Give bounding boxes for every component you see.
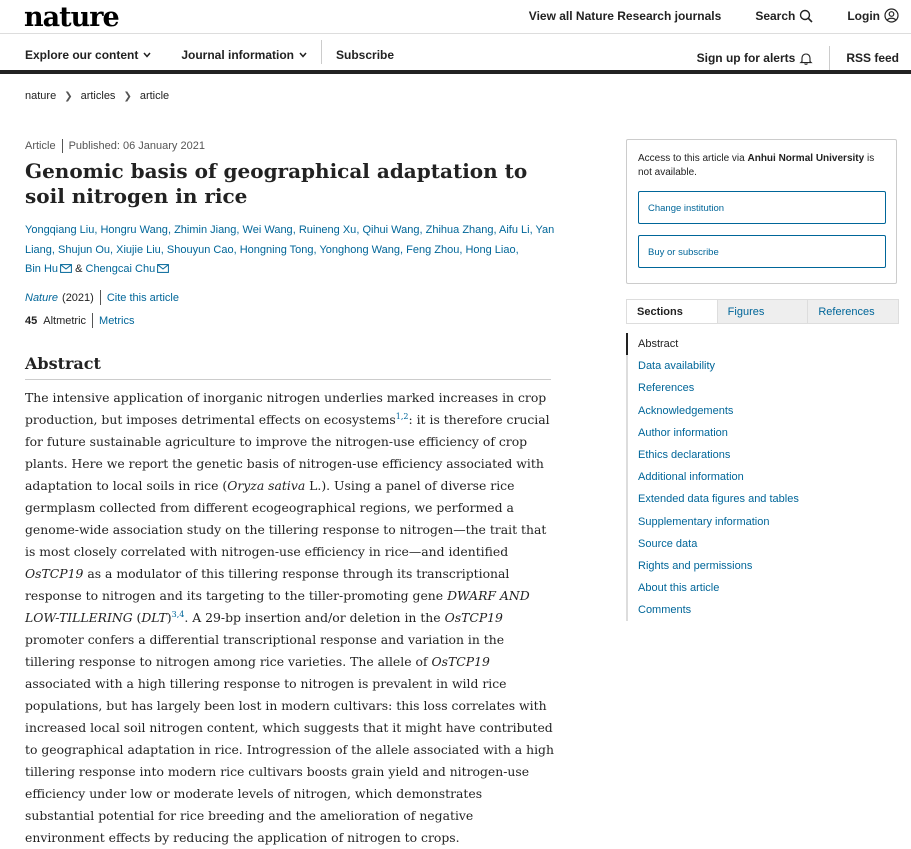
chevron-right-icon: ❯ [123, 90, 132, 102]
section-link-acknowledgements[interactable]: Acknowledgements [638, 404, 734, 417]
abstract-text-part: : it is therefore crucial for future sustainable agriculture to improve the nitrogen-use efficiency of crop plants. Here we report the genetic basis of nitrogen-use efficiency associated with adaptation to local soils in rice ( [25, 412, 550, 493]
top-bar [0, 0, 911, 34]
breadcrumb-articles[interactable]: articles [80, 90, 116, 102]
cite-article-link[interactable]: Cite this article [106, 291, 179, 304]
species-name: Oryza sativa [227, 478, 306, 493]
search-icon [799, 9, 813, 23]
alerts-link[interactable] [697, 51, 814, 65]
gene-name: DWARF AND LOW-TILLERING [25, 588, 530, 625]
section-link-author-information[interactable]: Author information [638, 426, 728, 439]
published-date: Published: 06 January 2021 [68, 140, 205, 152]
rss-feed-link[interactable]: RSS feed [846, 51, 899, 65]
user-icon [884, 8, 899, 23]
author-link[interactable]: Yonghong Wang [319, 243, 400, 256]
article-meta [25, 139, 205, 153]
chevron-right-icon: ❯ [64, 90, 73, 102]
section-link-references[interactable]: References [638, 382, 695, 395]
abstract-text-part: promoter confers a differential transcriptional response and variation in the tillering response to nitrogen among rice varieties. The allele of [25, 632, 505, 669]
section-link-rights-permissions[interactable]: Rights and permissions [638, 559, 753, 572]
abstract-text-part: . A 29-bp insertion and/or deletion in the [184, 610, 445, 625]
access-message [638, 152, 885, 180]
tab-sections[interactable]: Sections [627, 300, 717, 323]
change-institution-button[interactable]: Change institution [638, 191, 886, 224]
view-all-journals-link[interactable]: View all Nature Research journals [528, 8, 722, 23]
abstract-text [25, 387, 555, 849]
explore-content-menu[interactable] [25, 48, 151, 62]
access-text-suffix: is not available. [638, 153, 875, 178]
gene-name: OsTCP19 [431, 654, 490, 669]
chevron-down-icon [143, 52, 151, 58]
author-ampersand: & [75, 263, 83, 275]
mail-icon[interactable] [60, 264, 72, 273]
bell-icon [799, 52, 813, 65]
author-link[interactable]: Hongru Wang [100, 224, 168, 236]
gene-name: OsTCP19 [25, 566, 84, 581]
access-text-prefix: Access to this article via [638, 153, 748, 164]
nav-left [25, 46, 424, 64]
section-link-additional-information[interactable]: Additional information [638, 471, 744, 484]
article-type: Article [25, 140, 56, 152]
author-link[interactable]: Ruineng Xu [298, 224, 357, 236]
login-label: Login [847, 8, 880, 23]
explore-label: Explore our content [25, 48, 139, 62]
author-link[interactable]: Hong Liao [465, 243, 516, 256]
article-title: Genomic basis of geographical adaptation to soil nitrogen in rice [25, 159, 528, 208]
nav-divider [829, 46, 830, 70]
author-link[interactable]: Chengcai Chu [85, 263, 156, 275]
abstract-text-part: ( [132, 610, 142, 625]
section-link-comments[interactable]: Comments [638, 604, 692, 617]
author-link[interactable]: Qihui Wang [362, 224, 420, 236]
altmetric-score: 45 [25, 314, 38, 327]
abstract-text-part: L.). Using a panel of diverse rice germplasm collected from different ecogeographical regions, we performed a genome-wide association study on the tillering response to nitrogen—the trait that is most closely correlated with nitrogen-use efficiency in rice—and identified [25, 478, 547, 559]
author-link[interactable]: Feng Zhou [406, 243, 460, 256]
author-link[interactable]: Wei Wang [242, 224, 293, 236]
journal-info-menu[interactable] [181, 48, 307, 62]
author-list: Yongqiang Liu, Hongru Wang, Zhimin Jiang, Wei Wang, Ruineng Xu, Qihui Wang, Zhihua Zhang, Aifu Li, Yan Liang, Shujun Ou, Xiujie Liu, Shouyun Cao, Hongning Tong, Yonghong Wang, Feng Zhou, Hong Liao, Bin Hu & Chengcai Chu [25, 224, 555, 275]
author-link[interactable]: Bin Hu [25, 263, 59, 275]
section-link-ethics-declarations[interactable]: Ethics declarations [638, 449, 731, 462]
reference-link[interactable]: 1,2 [395, 411, 409, 421]
author-link[interactable]: Shujun Ou [58, 243, 111, 256]
gene-name: DLT [141, 610, 167, 625]
alerts-label: Sign up for alerts [696, 51, 796, 65]
section-link-supplementary-information[interactable]: Supplementary information [638, 515, 770, 528]
tab-figures[interactable]: Figures [717, 300, 808, 323]
abstract-text-part: as a modulator of this tillering response through its transcriptional response to nitrogen and its targeting to the tiller-promoting gene [25, 566, 510, 603]
chevron-down-icon [299, 52, 307, 58]
pub-year: (2021) [62, 291, 94, 304]
buy-subscribe-button[interactable]: Buy or subscribe [638, 235, 886, 268]
access-box [626, 139, 897, 284]
mail-icon[interactable] [157, 264, 169, 273]
author-link[interactable]: Hongning Tong [239, 243, 314, 256]
sections-list [626, 333, 897, 621]
metrics-line [25, 313, 134, 328]
section-link-abstract[interactable]: Abstract [626, 333, 897, 355]
breadcrumb-article: article [139, 90, 170, 102]
metrics-link[interactable]: Metrics [99, 314, 135, 327]
journal-name[interactable]: Nature [25, 291, 59, 304]
abstract-text-part: ) [166, 610, 172, 625]
metrics-divider [92, 313, 93, 328]
abstract-text-part: The intensive application of inorganic nitrogen underlies marked increases in crop production, but imposes detrimental effects on ecosystems [25, 390, 547, 427]
top-links [495, 8, 899, 23]
login-button[interactable] [847, 8, 899, 23]
author-link[interactable]: Xiujie Liu [116, 243, 161, 256]
cite-divider [100, 290, 101, 305]
nav-right [697, 46, 899, 70]
author-link[interactable]: Aifu Li [499, 224, 530, 236]
author-link[interactable]: Shouyun Cao [166, 243, 234, 256]
section-link-extended-data[interactable]: Extended data figures and tables [638, 493, 799, 506]
reference-link[interactable]: 3,4 [171, 609, 185, 619]
gene-name: OsTCP19 [444, 610, 503, 625]
breadcrumb [25, 90, 169, 102]
section-link-about-article[interactable]: About this article [638, 582, 720, 595]
nature-logo[interactable]: nature [24, 2, 119, 33]
search-label: Search [755, 8, 796, 23]
nav-divider [321, 40, 322, 64]
tab-references[interactable]: References [807, 300, 898, 323]
institution-name: Anhui Normal University [747, 153, 865, 164]
subscribe-link[interactable]: Subscribe [336, 48, 395, 62]
meta-divider [62, 139, 63, 153]
author-link[interactable]: Yan Liang [25, 224, 555, 256]
citation-line [25, 290, 179, 305]
main-nav [0, 34, 911, 74]
author-link[interactable]: Zhihua Zhang [425, 224, 494, 236]
sidebar-tabs [626, 299, 899, 324]
author-link[interactable]: Yongqiang Liu [25, 224, 95, 236]
section-link-source-data[interactable]: Source data [638, 537, 698, 550]
search-button[interactable] [755, 8, 813, 23]
section-link-data-availability[interactable]: Data availability [638, 360, 716, 373]
journal-info-label: Journal information [181, 48, 295, 62]
altmetric-label: Altmetric [43, 314, 87, 327]
abstract-heading: Abstract [25, 354, 551, 380]
author-link[interactable]: Zhimin Jiang [174, 224, 237, 236]
breadcrumb-nature[interactable]: nature [25, 90, 57, 102]
abstract-text-part: associated with a high tillering response to nitrogen is prevalent in wild rice populations, but has largely been lost in modern cultivars: this loss correlates with increased local soil nitrogen content, which suggests that it might have contributed to geographical adaptation in rice. Introgression of the allele associated with a high tillering response into modern rice cultivars boosts grain yield and nitrogen-use efficiency under low or moderate levels of nitrogen, which demonstrates substantial potential for rice breeding and the amelioration of negative environment effects by reducing the application of nitrogen to crops. [25, 676, 554, 845]
